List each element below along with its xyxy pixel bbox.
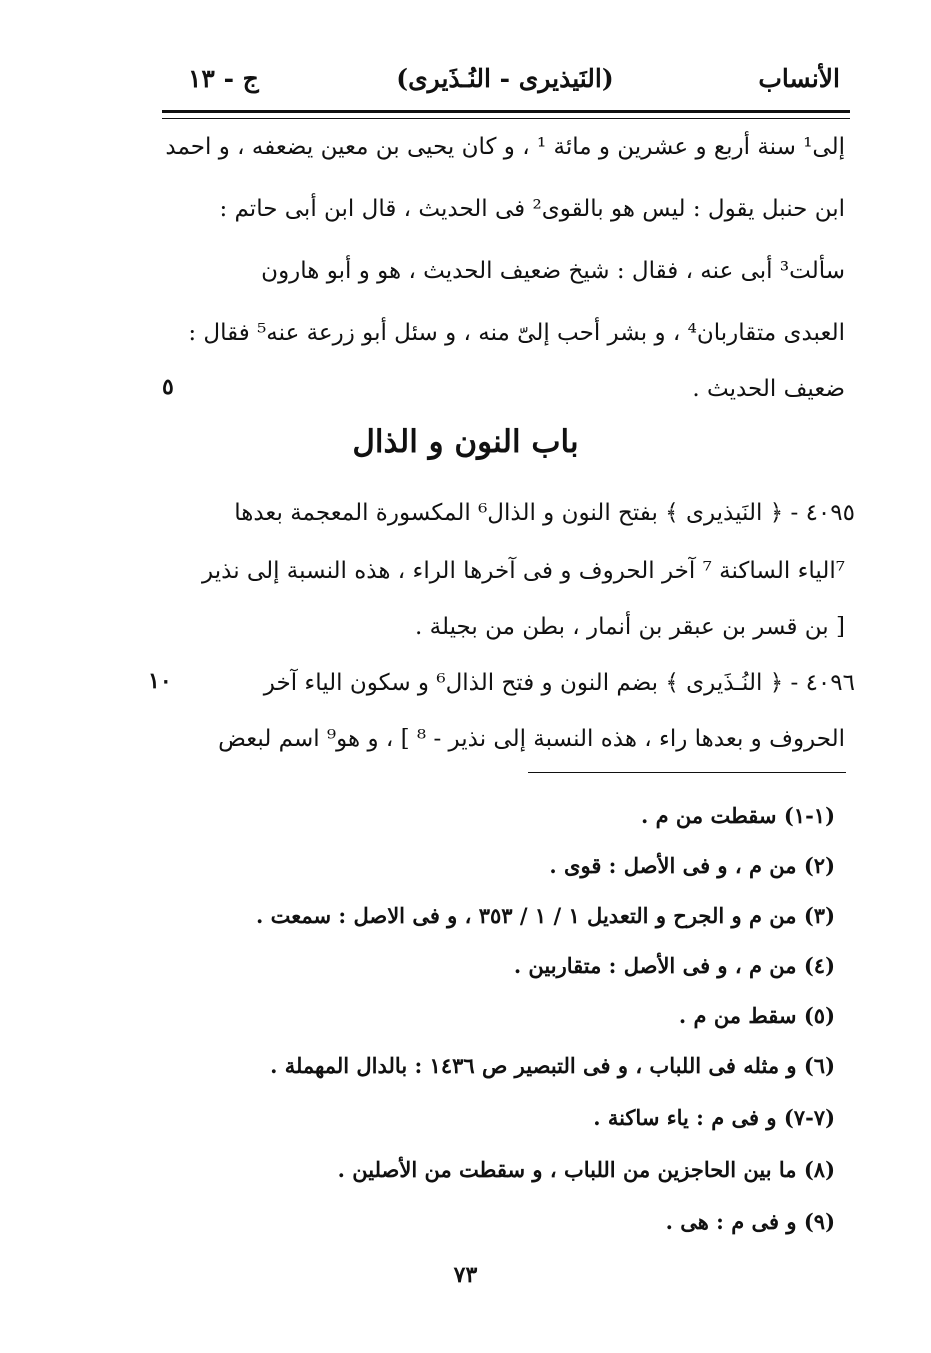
- entry-4096-line-2: الحروف و بعدها راء ، هذه النسبة إلى نذير - ⁸ ] ، و هو⁹ اسم لبعض: [218, 726, 845, 752]
- footnote-4: (٤) من م ، و فى الأصل : متقاربين .: [513, 953, 835, 978]
- header-book-title: الأنساب: [758, 64, 840, 93]
- entry-4095-line-1: ٤٠٩٥ - ﴿ النَيذيرى ﴾ بفتح النون و الذال⁶ المكسورة المعجمة بعدها: [234, 500, 855, 526]
- footnote-7: (٧-٧) و فى م : ياء ساكنة .: [593, 1105, 835, 1130]
- footnote-5: (٥) سقط من م .: [678, 1003, 835, 1028]
- footnote-6: (٦) و مثله فى اللباب ، و فى التبصير ص ١٤٣٦ : بالدال المهملة .: [270, 1053, 835, 1078]
- body-line-4: العبدى متقاربان⁴ ، و بشر أحب إلىّ منه ، و سئل أبو زرعة عنه⁵ فقال :: [188, 320, 845, 346]
- entry-4095-line-2: ⁷الياء الساكنة ⁷ آخر الحروف و فى آخرها الراء ، هذه النسبة إلى نذير: [202, 558, 845, 584]
- header-volume: ج - ١٣: [188, 64, 259, 93]
- section-heading: باب النون و الذال: [352, 424, 579, 460]
- body-line-5: ضعيف الحديث .: [692, 376, 845, 402]
- header-section-title: (النَيذيرى - النُـذَيرى): [396, 64, 614, 93]
- footnote-8: (٨) ما بين الحاجزين من اللباب ، و سقطت من الأصلين .: [337, 1157, 835, 1182]
- entry-4095-line-3: [ بن قسر بن عبقر بن أنمار ، بطن من بجيلة .: [415, 614, 845, 640]
- header-rule-thick: [162, 110, 850, 113]
- line-number-10: ١٠: [148, 668, 172, 694]
- footnote-separator: [528, 772, 846, 773]
- footnote-2: (٢) من م ، و فى الأصل : قوى .: [549, 853, 835, 878]
- footnote-9: (٩) و فى م : هى .: [665, 1209, 835, 1234]
- running-header: [160, 60, 850, 104]
- body-line-1: إلى¹ سنة أربع و عشرين و مائة ¹ ، و كان يحيى بن معين يضعفه ، و احمد: [165, 134, 845, 160]
- body-line-2: ابن حنبل يقول : ليس هو بالقوى² فى الحديث ، قال ابن أبى حاتم :: [219, 196, 845, 222]
- footnote-3: (٣) من م و الجرح و التعديل ١ / ١ / ٣٥٣ ، و فى الاصل : سمعت .: [255, 903, 835, 928]
- entry-4096-line-1: ٤٠٩٦ - ﴿ النُـذَيرى ﴾ بضم النون و فتح الذال⁶ و سكون الياء آخر: [263, 670, 855, 696]
- footnote-1: (١-١) سقطت من م .: [640, 803, 835, 828]
- line-number-5: ٥: [162, 374, 174, 400]
- page-number: ٧٣: [453, 1262, 478, 1288]
- body-line-3: سألت³ أبى عنه ، فقال : شيخ ضعيف الحديث ، هو و أبو هارون: [261, 258, 845, 284]
- header-rule-thin: [162, 118, 850, 119]
